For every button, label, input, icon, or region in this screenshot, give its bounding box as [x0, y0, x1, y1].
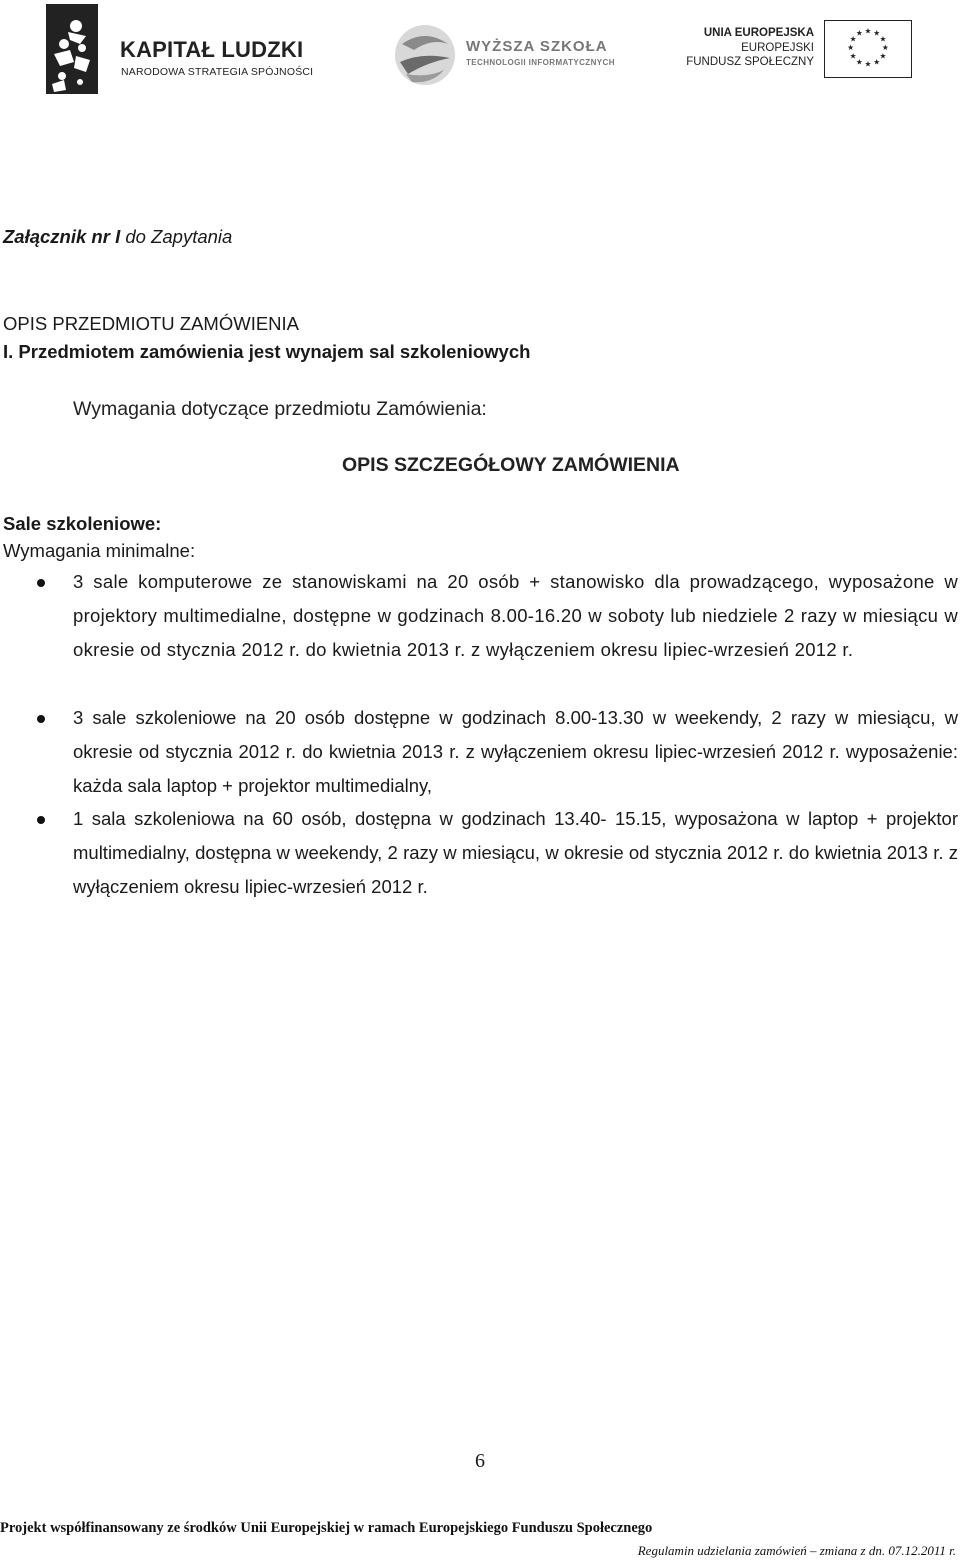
bullet-icon: [37, 715, 45, 723]
list-item: [73, 802, 958, 904]
svg-text:★: ★: [873, 28, 881, 38]
min-requirements-label: Wymagania minimalne:: [3, 540, 196, 561]
footer-project-note: Projekt współfinansowany ze środków Unii Europejskiej w ramach Europejskiego Funduszu Społecznego: [0, 1520, 653, 1536]
rooms-heading: Sale szkoleniowe:: [3, 513, 162, 534]
svg-text:★: ★: [881, 42, 889, 52]
bullet-icon: [37, 579, 45, 587]
eu-line-2: EUROPEJSKI: [741, 41, 814, 54]
attachment-label: [3, 226, 232, 248]
school-logo: [392, 22, 642, 92]
list-item-text: 3 sale komputerowe ze stanowiskami na 20 osób + stanowisko dla prowadzącego, wyposażone w projektory multimedialne, dostępne w godzinach 8.00-16.20 w soboty lub niedziele 2 razy w miesiącu w okresie od stycznia 2012 r. do kwietnia 2013 r. z wyłączeniem okresu lipiec-wrzesień 2012 r.: [73, 571, 958, 660]
footer-regulations-note: Regulamin udzielania zamówień – zmiana z dn. 07.12.2011 r.: [637, 1543, 956, 1558]
kapital-ludzki-logo: [46, 4, 336, 96]
eu-logo: [672, 18, 912, 80]
kapital-ludzki-subtitle: NARODOWA STRATEGIA SPÓJNOŚCI: [121, 66, 314, 78]
svg-text:★: ★: [849, 34, 857, 44]
page-number: 6: [475, 1450, 485, 1472]
svg-text:★: ★: [855, 28, 863, 38]
svg-text:★: ★: [864, 26, 872, 36]
svg-text:★: ★: [879, 34, 887, 44]
school-subtitle: TECHNOLOGII INFORMATYCZNYCH: [466, 58, 615, 67]
document-title: OPIS PRZEDMIOTU ZAMÓWIENIA: [3, 313, 300, 334]
bullet-icon: [37, 816, 45, 824]
svg-text:★: ★: [847, 42, 855, 52]
list-item: [73, 565, 958, 667]
eu-logo-text: [686, 26, 814, 70]
school-title: WYŻSZA SZKOŁA: [466, 38, 608, 55]
svg-text:★: ★: [879, 51, 887, 61]
detail-heading: OPIS SZCZEGÓŁOWY ZAMÓWIENIA: [342, 454, 680, 476]
eu-line-1: UNIA EUROPEJSKA: [703, 27, 814, 39]
svg-text:★: ★: [864, 59, 872, 69]
list-item: [73, 701, 958, 803]
eu-line-3: FUNDUSZ SPOŁECZNY: [686, 56, 814, 68]
attachment-rest: do Zapytania: [120, 226, 233, 247]
svg-text:★: ★: [855, 57, 863, 67]
list-item-text: 1 sala szkoleniowa na 60 osób, dostępna w godzinach 13.40- 15.15, wyposażona w laptop + projektor multimedialny, dostępna w weekendy, 2 razy w miesiącu, w okresie od stycznia 2012 r. do kwietnia 2013 r. z wyłączeniem okresu lipiec-wrzesień 2012 r.: [73, 808, 958, 897]
svg-text:★: ★: [873, 57, 881, 67]
list-item-text: 3 sale szkoleniowe na 20 osób dostępne w godzinach 8.00-13.30 w weekendy, 2 razy w miesiącu, w okresie od stycznia 2012 r. do kwietnia 2013 r. z wyłączeniem okresu lipiec-wrzesień 2012 r. wyposażenie: każda sala laptop + projektor multimedialny,: [73, 707, 958, 796]
requirements-intro: Wymagania dotyczące przedmiotu Zamówienia:: [73, 398, 487, 420]
eu-flag-icon: [824, 20, 912, 78]
kapital-ludzki-emblem-icon: [46, 4, 98, 94]
attachment-number: Załącznik nr I: [3, 226, 121, 247]
school-emblem-icon: [392, 22, 458, 88]
svg-text:★: ★: [849, 51, 857, 61]
subject-heading: I. Przedmiotem zamówienia jest wynajem sal szkoleniowych: [3, 341, 531, 362]
kapital-ludzki-title: KAPITAŁ LUDZKI: [120, 37, 304, 62]
